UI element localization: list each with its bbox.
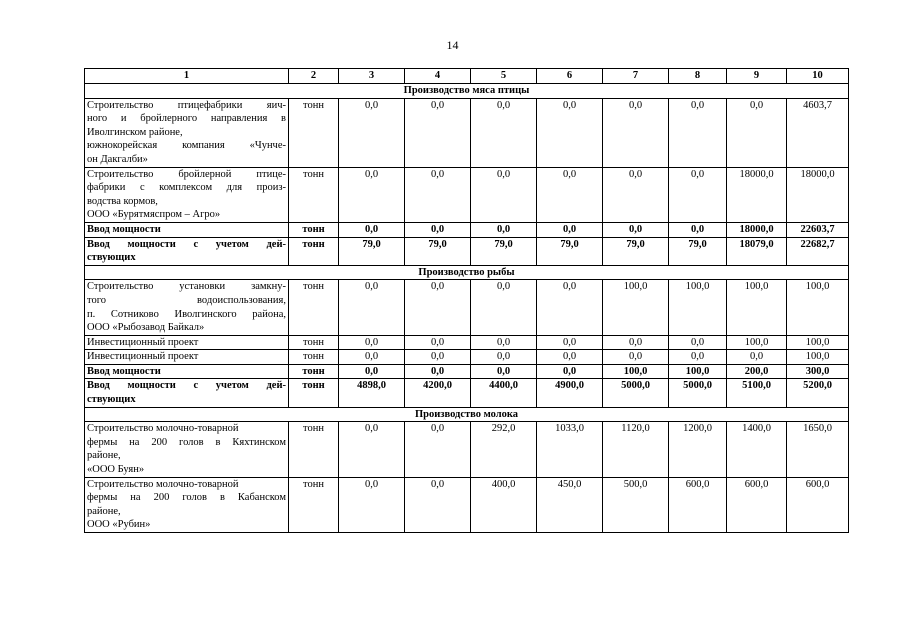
- row-name-line: Строительство установки замкну-: [87, 281, 286, 293]
- value-cell-col-8: 79,0: [669, 237, 727, 265]
- total-row: [85, 237, 849, 265]
- page-number: 14: [446, 38, 459, 52]
- row-name-line: Строительство молочно-товарной: [87, 423, 239, 435]
- value-cell-col-4: 79,0: [405, 237, 471, 265]
- value-cell-col-8: 5000,0: [669, 379, 727, 407]
- value-cell-col-5: 4400,0: [471, 379, 537, 407]
- value-cell-col-4: 0,0: [405, 350, 471, 365]
- row-name-line: ствующих: [87, 252, 136, 264]
- value-cell-col-9: 1400,0: [727, 422, 787, 477]
- value-cell-col-4: 0,0: [405, 364, 471, 379]
- value-cell-col-10: 4603,7: [787, 98, 849, 167]
- value-cell-col-7: 0,0: [603, 350, 669, 365]
- table-row: [85, 422, 849, 477]
- value-cell-col-10: 18000,0: [787, 167, 849, 222]
- value-cell-col-9: 0,0: [727, 98, 787, 167]
- value-cell-col-5: 0,0: [471, 98, 537, 167]
- value-cell-col-3: 0,0: [339, 422, 405, 477]
- value-cell-col-3: 0,0: [339, 477, 405, 532]
- column-header-1: 1: [85, 69, 289, 84]
- value-cell-col-4: 0,0: [405, 335, 471, 350]
- section-row: [85, 407, 849, 422]
- value-cell-col-6: 0,0: [537, 280, 603, 335]
- value-cell-col-3: 0,0: [339, 222, 405, 237]
- value-cell-col-7: 100,0: [603, 280, 669, 335]
- row-name: [85, 280, 289, 335]
- value-cell-col-6: 0,0: [537, 350, 603, 365]
- value-cell-col-10: 100,0: [787, 280, 849, 335]
- row-name-line: Строительство бройлерной птице-: [87, 168, 286, 180]
- column-header-4: 4: [405, 69, 471, 84]
- value-cell-col-10: 5200,0: [787, 379, 849, 407]
- row-name-line: Ввод мощности: [87, 223, 161, 235]
- column-header-2: 2: [289, 69, 339, 84]
- value-cell-col-6: 0,0: [537, 98, 603, 167]
- value-cell-col-9: 600,0: [727, 477, 787, 532]
- value-cell-col-5: 79,0: [471, 237, 537, 265]
- value-cell-col-7: 0,0: [603, 167, 669, 222]
- value-cell-col-4: 0,0: [405, 167, 471, 222]
- total-row: [85, 364, 849, 379]
- row-name-line: водства кормов,: [87, 195, 158, 207]
- row-name-line: Инвестиционный проект: [87, 336, 199, 348]
- value-cell-col-10: 100,0: [787, 335, 849, 350]
- row-name-line: Иволгинском районе,: [87, 126, 183, 138]
- value-cell-col-9: 18000,0: [727, 222, 787, 237]
- value-cell-col-5: 0,0: [471, 350, 537, 365]
- value-cell-col-5: 0,0: [471, 335, 537, 350]
- row-unit: тонн: [289, 167, 339, 222]
- row-name: [85, 477, 289, 532]
- row-name-line: Ввод мощности с учетом дей-: [87, 238, 286, 250]
- value-cell-col-6: 79,0: [537, 237, 603, 265]
- value-cell-col-8: 1200,0: [669, 422, 727, 477]
- row-name-line: он Дакгалби»: [87, 153, 148, 165]
- production-table: [84, 68, 849, 533]
- value-cell-col-6: 0,0: [537, 167, 603, 222]
- value-cell-col-4: 0,0: [405, 222, 471, 237]
- value-cell-col-7: 1120,0: [603, 422, 669, 477]
- value-cell-col-10: 1650,0: [787, 422, 849, 477]
- value-cell-col-9: 100,0: [727, 280, 787, 335]
- value-cell-col-7: 0,0: [603, 335, 669, 350]
- value-cell-col-3: 0,0: [339, 167, 405, 222]
- row-name: [85, 379, 289, 407]
- row-name-line: Инвестиционный проект: [87, 351, 199, 363]
- value-cell-col-10: 600,0: [787, 477, 849, 532]
- value-cell-col-4: 0,0: [405, 477, 471, 532]
- value-cell-col-5: 0,0: [471, 167, 537, 222]
- value-cell-col-9: 5100,0: [727, 379, 787, 407]
- row-name-line: фермы на 200 голов в Кабанском: [87, 492, 286, 504]
- row-name-line: ООО «Рубин»: [87, 519, 151, 531]
- table-body: [85, 84, 849, 533]
- value-cell-col-8: 0,0: [669, 350, 727, 365]
- row-unit: тонн: [289, 422, 339, 477]
- row-name-line: ООО «Рыбозавод Байкал»: [87, 322, 205, 334]
- value-cell-col-7: 0,0: [603, 98, 669, 167]
- column-header-5: 5: [471, 69, 537, 84]
- total-row: [85, 379, 849, 407]
- row-unit: тонн: [289, 379, 339, 407]
- row-name: [85, 237, 289, 265]
- row-name-line: «ООО Буян»: [87, 464, 145, 476]
- column-header-9: 9: [727, 69, 787, 84]
- section-row: [85, 84, 849, 99]
- row-name: [85, 222, 289, 237]
- section-title: Производство мяса птицы: [85, 84, 849, 99]
- column-header-3: 3: [339, 69, 405, 84]
- value-cell-col-3: 0,0: [339, 350, 405, 365]
- value-cell-col-6: 450,0: [537, 477, 603, 532]
- value-cell-col-8: 100,0: [669, 364, 727, 379]
- value-cell-col-3: 0,0: [339, 335, 405, 350]
- value-cell-col-8: 0,0: [669, 335, 727, 350]
- row-name-line: южнокорейская компания «Чунче-: [87, 140, 286, 152]
- value-cell-col-5: 0,0: [471, 280, 537, 335]
- value-cell-col-9: 18000,0: [727, 167, 787, 222]
- row-name: [85, 98, 289, 167]
- value-cell-col-5: 0,0: [471, 222, 537, 237]
- value-cell-col-7: 0,0: [603, 222, 669, 237]
- table-row: [85, 167, 849, 222]
- value-cell-col-9: 100,0: [727, 335, 787, 350]
- value-cell-col-6: 4900,0: [537, 379, 603, 407]
- row-name-line: Строительство молочно-товарной: [87, 478, 239, 490]
- value-cell-col-9: 18079,0: [727, 237, 787, 265]
- row-name-line: фермы на 200 голов в Кяхтинском: [87, 436, 286, 448]
- value-cell-col-6: 0,0: [537, 335, 603, 350]
- value-cell-col-10: 22682,7: [787, 237, 849, 265]
- row-name-line: районе,: [87, 505, 121, 517]
- total-row: [85, 222, 849, 237]
- column-header-7: 7: [603, 69, 669, 84]
- value-cell-col-8: 100,0: [669, 280, 727, 335]
- value-cell-col-4: 4200,0: [405, 379, 471, 407]
- table-row: [85, 280, 849, 335]
- row-name-line: Строительство птицефабрики яич-: [87, 99, 286, 111]
- value-cell-col-8: 0,0: [669, 222, 727, 237]
- row-unit: тонн: [289, 335, 339, 350]
- value-cell-col-7: 500,0: [603, 477, 669, 532]
- value-cell-col-3: 0,0: [339, 364, 405, 379]
- value-cell-col-5: 0,0: [471, 364, 537, 379]
- value-cell-col-3: 79,0: [339, 237, 405, 265]
- table-row: [85, 98, 849, 167]
- row-unit: тонн: [289, 364, 339, 379]
- row-name-line: того водоиспользования,: [87, 294, 286, 306]
- column-header-10: 10: [787, 69, 849, 84]
- value-cell-col-8: 600,0: [669, 477, 727, 532]
- value-cell-col-4: 0,0: [405, 280, 471, 335]
- value-cell-col-7: 5000,0: [603, 379, 669, 407]
- column-header-6: 6: [537, 69, 603, 84]
- row-unit: тонн: [289, 237, 339, 265]
- row-name-line: ООО «Бурятмяспром – Агро»: [87, 209, 221, 221]
- row-name-line: Ввод мощности: [87, 365, 161, 377]
- section-title: Производство молока: [85, 407, 849, 422]
- header-row: [85, 69, 849, 84]
- value-cell-col-9: 200,0: [727, 364, 787, 379]
- row-name-line: районе,: [87, 450, 121, 462]
- value-cell-col-10: 22603,7: [787, 222, 849, 237]
- row-name-line: фабрики с комплексом для произ-: [87, 182, 286, 194]
- value-cell-col-6: 0,0: [537, 222, 603, 237]
- value-cell-col-9: 0,0: [727, 350, 787, 365]
- value-cell-col-10: 100,0: [787, 350, 849, 365]
- row-unit: тонн: [289, 350, 339, 365]
- value-cell-col-4: 0,0: [405, 422, 471, 477]
- section-title: Производство рыбы: [85, 265, 849, 280]
- value-cell-col-3: 0,0: [339, 98, 405, 167]
- row-name-line: Ввод мощности с учетом дей-: [87, 380, 286, 392]
- row-name: [85, 422, 289, 477]
- value-cell-col-6: 1033,0: [537, 422, 603, 477]
- value-cell-col-3: 4898,0: [339, 379, 405, 407]
- row-unit: тонн: [289, 477, 339, 532]
- value-cell-col-8: 0,0: [669, 167, 727, 222]
- row-unit: тонн: [289, 280, 339, 335]
- value-cell-col-5: 292,0: [471, 422, 537, 477]
- column-header-8: 8: [669, 69, 727, 84]
- row-name: [85, 167, 289, 222]
- row-name: [85, 364, 289, 379]
- value-cell-col-4: 0,0: [405, 98, 471, 167]
- value-cell-col-7: 79,0: [603, 237, 669, 265]
- row-unit: тонн: [289, 98, 339, 167]
- row-name-line: ного и бройлерного направления в: [87, 113, 286, 125]
- value-cell-col-5: 400,0: [471, 477, 537, 532]
- section-row: [85, 265, 849, 280]
- value-cell-col-8: 0,0: [669, 98, 727, 167]
- table-row: [85, 477, 849, 532]
- table-row: [85, 350, 849, 365]
- row-name: [85, 350, 289, 365]
- row-name: [85, 335, 289, 350]
- row-name-line: ствующих: [87, 394, 136, 406]
- value-cell-col-7: 100,0: [603, 364, 669, 379]
- value-cell-col-10: 300,0: [787, 364, 849, 379]
- value-cell-col-6: 0,0: [537, 364, 603, 379]
- row-unit: тонн: [289, 222, 339, 237]
- value-cell-col-3: 0,0: [339, 280, 405, 335]
- row-name-line: п. Сотниково Иволгинского района,: [87, 308, 286, 320]
- table-row: [85, 335, 849, 350]
